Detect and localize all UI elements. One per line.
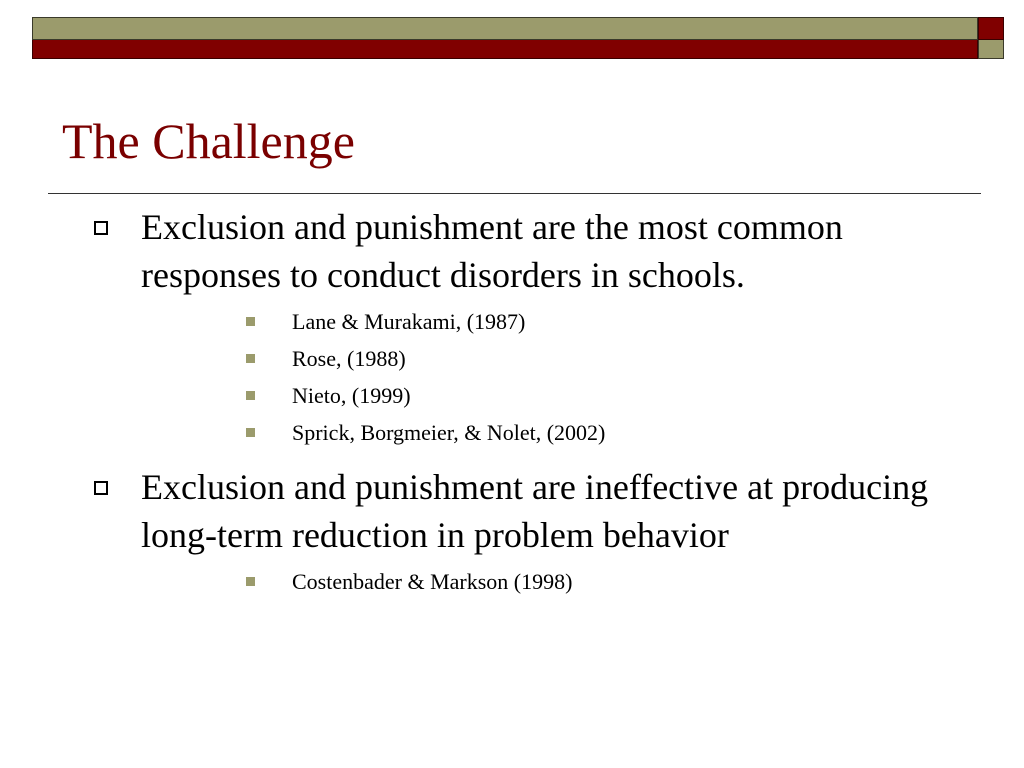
square-bullet-icon xyxy=(246,577,255,586)
bullet-item xyxy=(0,203,941,299)
header-bar-olive xyxy=(32,17,978,40)
header-corner-maroon xyxy=(978,17,1004,40)
slide-content xyxy=(0,203,1024,612)
sub-bullet-item xyxy=(0,377,1024,414)
square-bullet-icon xyxy=(246,428,255,437)
title-underline xyxy=(48,193,981,194)
sub-bullet-item xyxy=(0,563,1024,600)
square-bullet-icon xyxy=(246,354,255,363)
header-bar-maroon xyxy=(32,40,978,59)
hollow-square-bullet-icon xyxy=(94,481,108,495)
square-bullet-icon xyxy=(246,391,255,400)
sub-bullet-text: Sprick, Borgmeier, & Nolet, (2002) xyxy=(292,420,606,445)
sub-bullet-item xyxy=(0,303,1024,340)
sub-bullet-text: Nieto, (1999) xyxy=(292,383,411,408)
sub-bullet-item xyxy=(0,340,1024,377)
sub-bullet-list xyxy=(0,303,1024,451)
slide-title: The Challenge xyxy=(62,113,355,169)
bullet-item xyxy=(0,463,941,559)
hollow-square-bullet-icon xyxy=(94,221,108,235)
sub-bullet-list xyxy=(0,563,1024,600)
square-bullet-icon xyxy=(246,317,255,326)
sub-bullet-text: Costenbader & Markson (1998) xyxy=(292,569,573,594)
bullet-text: Exclusion and punishment are ineffective at producing long-term reduction in problem behavior xyxy=(141,467,929,555)
bullet-text: Exclusion and punishment are the most common responses to conduct disorders in schools. xyxy=(141,207,843,295)
header-corner-olive xyxy=(978,40,1004,59)
sub-bullet-text: Lane & Murakami, (1987) xyxy=(292,309,526,334)
sub-bullet-text: Rose, (1988) xyxy=(292,346,406,371)
sub-bullet-item xyxy=(0,414,1024,451)
